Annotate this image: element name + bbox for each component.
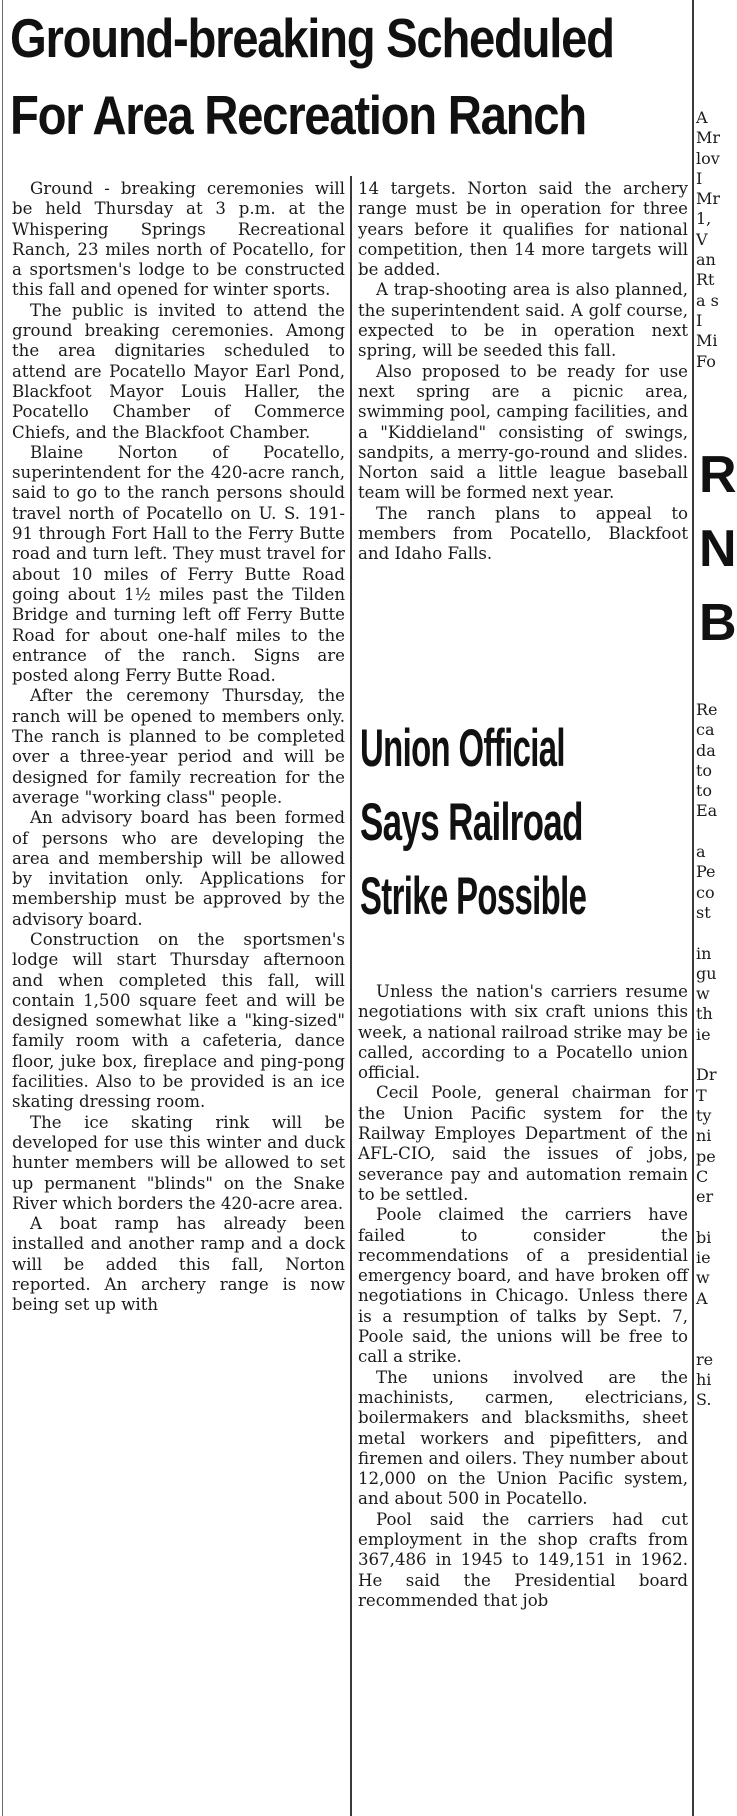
neighbor-fragment: an <box>696 250 716 270</box>
neighbor-fragment <box>696 1045 730 1065</box>
neighbor-fragment: A <box>696 1288 708 1308</box>
article1-paragraph: The ranch plans to appeal to members from Pocatello, Blackfoot and Idaho Falls. <box>358 503 688 564</box>
neighbor-fragment: ie <box>696 1248 711 1268</box>
neighbor-fragment: Fo <box>696 351 716 371</box>
column-divider <box>350 176 352 1816</box>
neighbor-fragment: Ea <box>696 801 718 821</box>
article1-paragraph: Ground - breaking ceremonies will be held Thursday at 3 p.m. at the Whispering Springs Recreational Ranch, 23 miles north of Pocatello, for a sportsmen's lodge to be constructed this fall and opened for winter sports. <box>12 179 345 300</box>
neighbor-fragment: a <box>696 842 706 862</box>
article1-paragraph: Also proposed to be ready for use next spring are a picnic area, swimming pool, camping facilities, and a "Kiddieland" consisting of swings, sandpits, a merry-go-round and slides. Norton said a little league baseball team will be formed next year. <box>358 361 688 503</box>
article2-headline <box>360 712 690 934</box>
neighbor-fragment: ca <box>696 720 715 740</box>
article2-headline-line2: Says Railroad <box>360 793 583 852</box>
article2-paragraph: Cecil Poole, general chairman for the Union Pacific system for the Railway Employes Department of the AFL-CIO, said the issues of jobs, severance pay and automation remain to be settled. <box>358 1083 688 1204</box>
neighbor-fragment: Re <box>696 700 718 719</box>
neighbor-fragment: co <box>696 882 715 902</box>
neighbor-fragment <box>696 1329 730 1349</box>
neighbor-fragment: Dr <box>696 1065 717 1085</box>
article2-paragraph: Poole claimed the carriers have failed to consider the recommendations of a presidential emergency board, and have broken off negotiations in Chicago. Unless there is a resumption of talks by Sept. 7, Poole said, the unions will be free to call a strike. <box>358 1205 688 1367</box>
neighbor-fragment: a s <box>696 290 719 310</box>
neighbor-fragment: st <box>696 902 711 922</box>
article1-headline <box>10 0 614 154</box>
article1-left-column <box>12 179 345 1316</box>
article1-headline-line1: Ground-breaking Scheduled <box>10 7 614 69</box>
neighbor-headline-letter: B <box>699 594 737 652</box>
article2-paragraph: Unless the nation's carriers resume negotiations with six craft unions this week, a national railroad strike may be called, according to a Pocatello union official. <box>358 982 688 1083</box>
neighbor-fragment: ty <box>696 1105 712 1125</box>
neighbor-headline-letter: R <box>699 446 737 504</box>
neighbor-fragment: hi <box>696 1369 712 1389</box>
neighbor-fragment <box>696 822 730 842</box>
neighbor-fragment: Rt <box>696 270 715 290</box>
neighbor-fragment: Mi <box>696 331 718 351</box>
neighbor-fragment: lov <box>696 148 720 168</box>
neighbor-fragment <box>696 1309 730 1329</box>
neighbor-fragment: Mr <box>696 128 721 148</box>
neighbor-fragment: in <box>696 943 712 963</box>
article1-paragraph: After the ceremony Thursday, the ranch will be opened to members only. The ranch is planned to be completed over a three-year period and will be designed for family recreation for the average "working class" people. <box>12 686 345 807</box>
article1-headline-line2: For Area Recreation Ranch <box>10 84 586 146</box>
neighbor-fragment: C <box>696 1166 709 1186</box>
neighbor-fragment: w <box>696 984 710 1004</box>
neighbor-fragment: ni <box>696 1126 712 1146</box>
neighbor-fragment: Mr <box>696 189 721 209</box>
neighbor-fragment: to <box>696 781 713 801</box>
neighbor-fragment: gu <box>696 963 717 983</box>
neighbor-fragment <box>696 1207 730 1227</box>
neighbor-fragment: re <box>696 1349 714 1369</box>
neighbor-fragment: da <box>696 740 716 760</box>
article2-body <box>358 982 688 1611</box>
neighbor-fragment: er <box>696 1187 714 1207</box>
article1-paragraph: Construction on the sportsmen's lodge will start Thursday afternoon and when completed this fall, will contain 1,500 square feet and will be designed somewhat like a "king-sized" family room with a cafeteria, dance floor, juke box, fireplace and ping-pong facilities. Also to be provided is an ice skating dressing room. <box>12 929 345 1112</box>
neighbor-column-bottom <box>696 700 730 1800</box>
article1-paragraph: 14 targets. Norton said the archery range must be in operation for three years before it qualifies for national competition, then 14 more targets will be added. <box>358 179 688 280</box>
article2-headline-line1: Union Official <box>360 719 565 778</box>
article2-paragraph: The unions involved are the machinists, carmen, electricians, boilermakers and blacksmiths, sheet metal workers and pipefitters, and firemen and oilers. They number about 12,000 on the Union Pacific system, and about 500 in Pocatello. <box>358 1367 688 1509</box>
neighbor-fragment: pe <box>696 1146 716 1166</box>
article1-paragraph: The ice skating rink will be developed for use this winter and duck hunter members will be allowed to set up permanent "blinds" on the Snake River which borders the 420-acre area. <box>12 1112 345 1213</box>
neighbor-fragment: to <box>696 760 713 780</box>
neighbor-fragment: S. <box>696 1390 712 1410</box>
neighbor-fragment: V <box>696 229 708 249</box>
neighbor-fragment: th <box>696 1004 713 1024</box>
left-page-border <box>2 0 3 1816</box>
neighbor-fragment <box>696 923 730 943</box>
article1-right-column <box>358 179 688 565</box>
right-column-divider <box>692 0 694 1816</box>
neighbor-fragment: w <box>696 1268 710 1288</box>
article1-paragraph: An advisory board has been formed of persons who are developing the area and membership will be allowed by invitation only. Applications for membership must be approved by the advisory board. <box>12 808 345 929</box>
neighbor-headline <box>699 438 737 678</box>
neighbor-fragment: bi <box>696 1227 712 1247</box>
article2-headline-line3: Strike Possible <box>360 867 587 926</box>
neighbor-fragment: I <box>696 168 703 188</box>
neighbor-fragment: Pe <box>696 862 716 882</box>
article1-paragraph: A boat ramp has already been installed and another ramp and a dock will be added this fall, Norton reported. An archery range is now being set up with <box>12 1214 345 1315</box>
neighbor-column-top <box>696 108 730 438</box>
neighbor-fragment: ie <box>696 1024 711 1044</box>
article1-paragraph: A trap-shooting area is also planned, the superintendent said. A golf course, expected to be in operation next spring, will be seeded this fall. <box>358 280 688 361</box>
article1-paragraph: The public is invited to attend the ground breaking ceremonies. Among the area dignitaries scheduled to attend are Pocatello Mayor Earl Pond, Blackfoot Mayor Louis Haller, the Pocatello Chamber of Commerce Chiefs, and the Blackfoot Chamber. <box>12 300 345 442</box>
neighbor-fragment: A <box>696 108 708 127</box>
neighbor-fragment: T <box>696 1085 707 1105</box>
article2-paragraph: Pool said the carriers had cut employment in the shop crafts from 367,486 in 1945 to 149,151 in 1962. He said the Presidential board recommended that job <box>358 1509 688 1610</box>
article1-paragraph: Blaine Norton of Pocatello, superintendent for the 420-acre ranch, said to go to the ranch persons should travel north of Pocatello on U. S. 191-91 through Fort Hall to the Ferry Butte road and turn left. They must travel for about 10 miles of Ferry Butte Road going about 1½ miles past the Tilden Bridge and turning left off Ferry Butte Road for about one-half miles to the entrance of the ranch. Signs are posted along Ferry Butte Road. <box>12 442 345 686</box>
neighbor-fragment: I <box>696 310 703 330</box>
neighbor-headline-letter: N <box>699 520 737 578</box>
neighbor-fragment: 1, <box>696 209 712 229</box>
